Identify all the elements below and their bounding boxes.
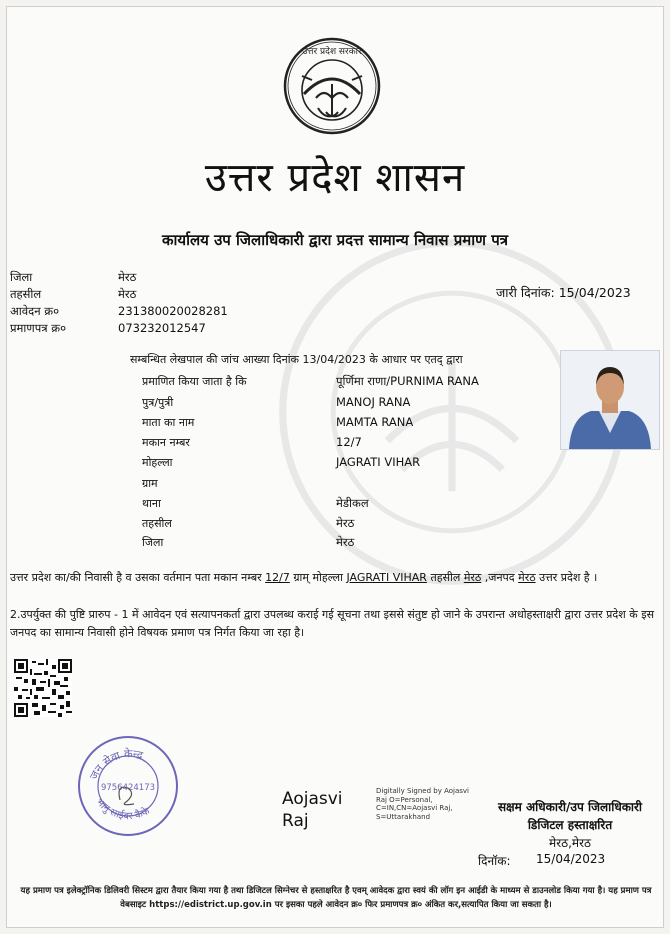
detail-label: आवेदन क्र० [10,304,60,318]
para1-text: तहसील [430,571,461,584]
footer-note: यह प्रमाण पत्र इलेक्ट्रॉनिक डिलिवरी सिस्टम द्वारा तैयार किया गया है तथा डिजिटल सिग्नेचर से हस्ताक्षरित है एवम् आवेदक द्वारा स्वयं की लॉग इन आईडी के माध्यम से डाउनलोड किया गया है। यह प्रमाण पत्र वेबसाइट https://edistrict.up.gov.in पर इसका पहले आवेदन क्र० फिर प्रमाणपत्र क्र० अंकित कर,सत्यापित किया जा सकता है। [20,886,652,910]
row-label: जिला [142,536,164,549]
authority-signed: डिजिटल हस्ताक्षरित [527,818,613,832]
detail-value: 073232012547 [118,321,206,335]
authority-title: सक्षम अधिकारी/उप जिलाधिकारी [497,800,643,814]
row-label: तहसील [142,517,172,530]
authority-date-label: दिनॉक: [478,854,511,868]
signature-detail-line: Raj O=Personal, [376,795,433,804]
residence-paragraph [10,569,660,587]
detail-label: प्रमाणपत्र क्र० [10,321,67,335]
row-value: मेरठ [336,535,355,549]
certificate-subtitle: कार्यालय उप जिलाधिकारी द्वारा प्रदत्त सामान्य निवास प्रमाण पत्र [162,231,508,249]
signature-detail-line: Digitally Signed by Aojasvi [376,787,469,795]
issue-date-label: जारी दिनांक: [496,285,555,300]
issue-date [496,284,631,301]
detail-value: मेरठ [118,287,137,301]
issue-date-value: 15/04/2023 [558,285,631,300]
row-label: ग्राम [142,477,158,490]
para1-text: ग्राम् मोहल्ला [293,571,343,584]
row-value: 12/7 [336,435,362,449]
para1-text: ,जनपद [484,571,515,584]
authority-date-value: 15/04/2023 [536,852,606,866]
digital-signature-details [376,787,469,821]
signer-first-name: Aojasvi [282,789,343,809]
signature-detail-line: C=IN,CN=Aojasvi Raj, [376,804,453,812]
row-label: माता का नाम [142,416,195,429]
svg-text:जन सेवा केन्द्र [87,747,144,782]
csc-stamp-icon [76,734,180,838]
authority-location: मेरठ,मेरठ [549,836,591,850]
detail-value: 231380020028281 [118,304,228,318]
verification-paragraph: 2.उपर्युक्त की पुष्टि प्रारुप - 1 में आवेदन एवं सत्यापनकर्ता द्वारा उपलब्ध कराई गई सूचना तथा इससे संतुष्ट हो जाने के उपरान्त अधोहस्ताक्षरी द्वारा उत्तर प्रदेश के इस जनपद का सामान्य निवासी होने विषयक प्रमाण पत्र निर्गत किया जा रहा है। [10,608,655,639]
row-value: पूर्णिमा राणा/PURNIMA RANA [336,374,479,388]
row-value: MAMTA RANA [336,415,414,429]
signature-detail-line: S=Uttarakhand [376,812,431,821]
row-value: मेडीकल [336,496,369,510]
stamp-top-text: जन सेवा केन्द्र [87,747,145,782]
row-value: MANOJ RANA [336,395,411,409]
stamp-number: 9756424173 [100,783,156,793]
qr-code-icon [14,659,72,717]
emblem-text: उत्तर प्रदेश सरकार [302,47,362,57]
detail-value: मेरठ [118,270,137,284]
row-label: थाना [142,497,161,510]
para1-tehsil: मेरठ [463,571,482,584]
detail-label: जिला [10,270,33,284]
row-label: पुत्र/पुत्री [142,396,174,409]
para1-mohalla: JAGRATI VIHAR [346,571,427,584]
row-label: प्रमाणित किया जाता है कि [142,375,247,388]
applicant-photo [560,350,660,450]
signer-last-name: Raj [282,811,309,831]
intro-text: सम्बन्धित लेखपाल की जांच आख्या दिनांक 13/04/2023 के आधार पर एतद् द्वारा [130,353,463,366]
stamp-bottom-text: भानु साईबर कैफे [93,796,152,823]
digital-signature-name [282,788,343,832]
authority-block [480,798,660,852]
row-value: मेरठ [336,516,355,530]
detail-label: तहसील [10,287,42,301]
person-photo-icon [561,351,659,449]
svg-text:भानु साईबर कैफे [94,797,152,823]
page-title: उत्तर प्रदेश शासन [204,155,466,201]
para1-text: उत्तर प्रदेश है । [539,571,598,584]
up-govt-emblem-icon [282,36,382,136]
para1-text: उत्तर प्रदेश का/की निवासी है व उसका वर्तमान पता मकान नम्बर [10,571,262,584]
row-label: मकान नम्बर [142,436,190,449]
para1-house: 12/7 [265,571,290,584]
para1-janpad: मेरठ [518,571,536,584]
row-label: मोहल्ला [142,456,173,469]
row-value: JAGRATI VIHAR [336,455,421,469]
